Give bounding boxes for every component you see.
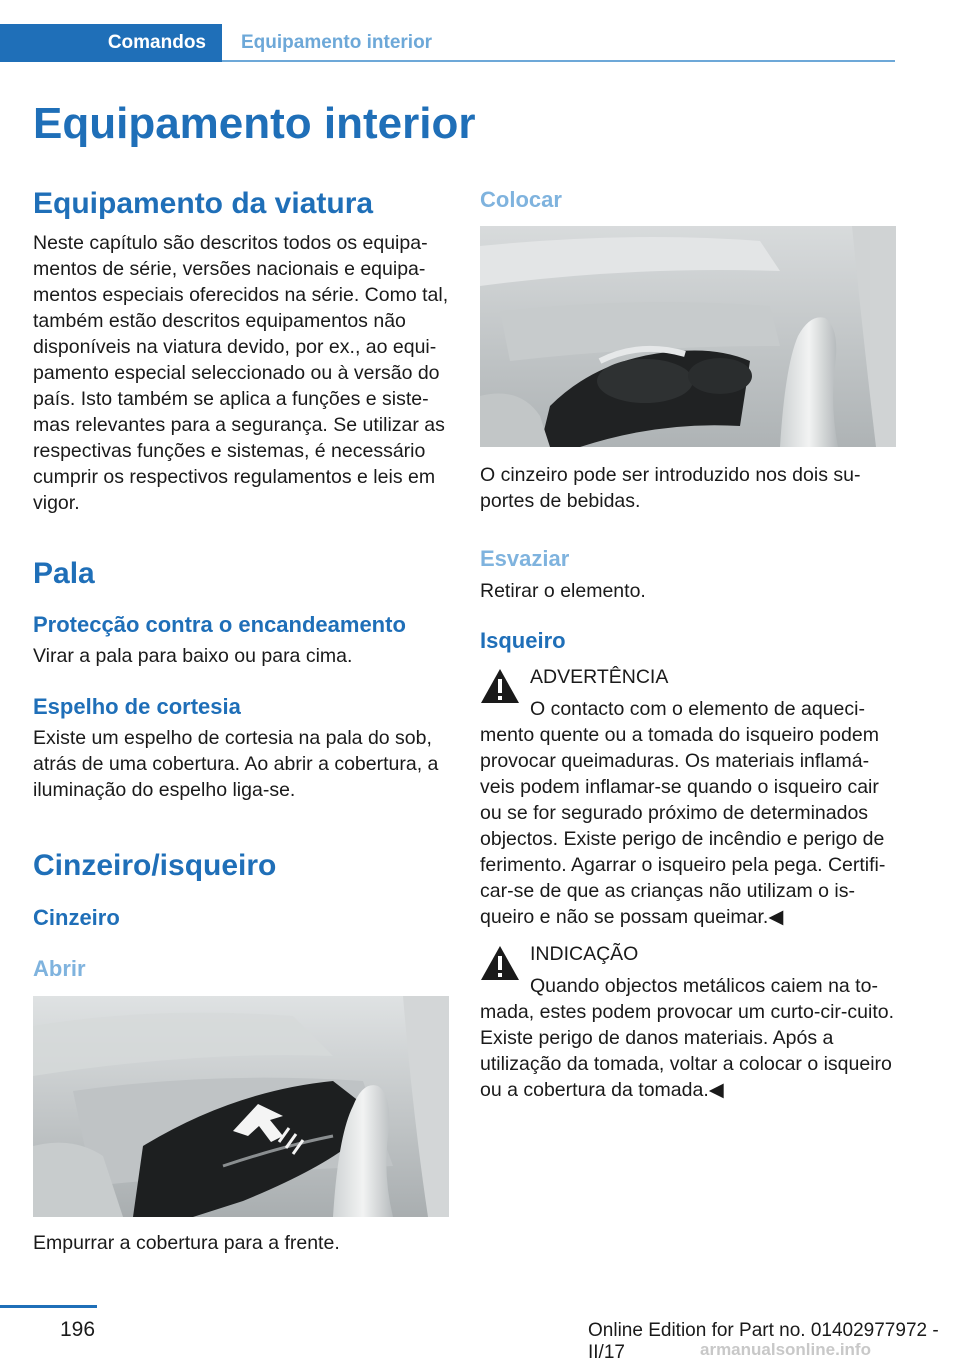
notice-label: INDICAÇÃO [530, 943, 639, 965]
subsection-title-abrir: Abrir [33, 956, 86, 981]
figure-caption-abrir: Empurrar a cobertura para a frente. [33, 1232, 340, 1254]
section-title-cinzeiro-isqueiro: Cinzeiro/isqueiro [33, 849, 277, 882]
notice-text: Quando objectos metálicos caiem na to-mada, estes podem provocar um curto-cir-cuito. Existe perigo de danos materiais. Após a utilização da tomada, voltar a colocar o isqueiro ou a cobertura da tomada.◀ [480, 975, 894, 1101]
subsection-title-cinzeiro: Cinzeiro [33, 905, 120, 930]
tab-comandos[interactable]: Comandos [0, 24, 222, 62]
subsection-title-esvaziar: Esvaziar [480, 546, 570, 571]
watermark: armanualsonline.info [700, 1340, 871, 1359]
esvaziar-text: Retirar o elemento. [480, 580, 646, 602]
subsection-title-espelho: Espelho de cortesia [33, 694, 241, 719]
footer-rule [0, 1305, 97, 1308]
section-title-pala: Pala [33, 557, 95, 590]
subsection-title-isqueiro: Isqueiro [480, 628, 566, 653]
figure-ashtray-open [33, 996, 449, 1217]
ashtray-insert-illustration [480, 226, 896, 447]
section-text-equipamento: Neste capítulo são descritos todos os equipa-mentos de série, versões nacionais e equipa-mentos especiais oferecidos na série. Como tal, também estão descritos equipamentos não disponíveis na viatura devido, por ex., ao equi-pamento especial seleccionado ou à versão do país. Isto também se aplica a funções e siste-mas relevantes para a segurança. Se utilizar as respectivas funções e sistemas, é necessário cumprir os respectivos regulamentos e leis em vigor. [33, 232, 449, 514]
subsection-title-colocar: Colocar [480, 187, 562, 212]
ashtray-open-illustration [33, 996, 449, 1217]
subsection-title-encandeamento: Protecção contra o encandeamento [33, 612, 406, 637]
page-number: 196 [60, 1318, 96, 1341]
section-title-equipamento: Equipamento da viatura [33, 187, 374, 220]
warning-text: O contacto com o elemento de aqueci-mento quente ou a tomada do isqueiro podem provocar queimaduras. Os materiais inflamá-veis podem inflamar-se quando o isqueiro cair ou se for segurado próximo de determinados objectos. Existe perigo de incêndio e perigo de ferimento. Agarrar o isqueiro pela pega. Certifi-car-se de que as crianças não utilizam o is-queiro e não se possam queimar.◀ [480, 698, 886, 928]
edition-info: Online Edition for Part no. 01402977972 - II/17 [588, 1320, 939, 1363]
page-title: Equipamento interior [33, 99, 476, 148]
notice-block [480, 941, 896, 1101]
warning-block [480, 664, 896, 928]
colocar-text: O cinzeiro pode ser introduzido nos dois su-portes de bebidas. [480, 464, 861, 512]
subsection-text-encandeamento: Virar a pala para baixo ou para cima. [33, 645, 353, 667]
tab-divider [222, 60, 895, 62]
warning-label: ADVERTÊNCIA [530, 666, 669, 688]
tab-equipamento-interior[interactable]: Equipamento interior [241, 32, 433, 53]
figure-ashtray-insert [480, 226, 896, 447]
subsection-text-espelho: Existe um espelho de cortesia na pala do sob, atrás de uma cobertura. Ao abrir a cobertura, a iluminação do espelho liga-se. [33, 727, 439, 801]
